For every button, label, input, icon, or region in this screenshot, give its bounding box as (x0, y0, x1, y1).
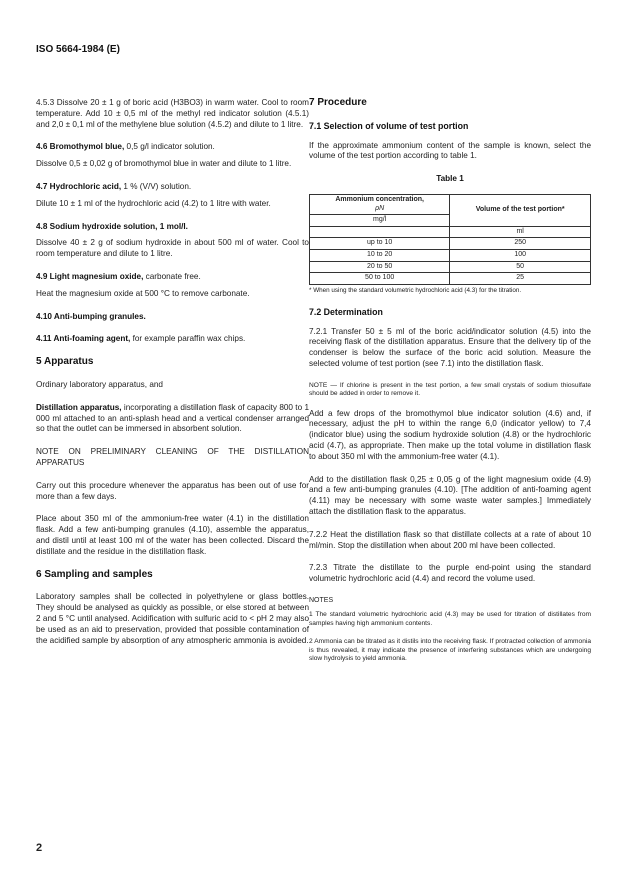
para-7-2-2: 7.2.2 Heat the distillation flask so that distillate collects at a rate of about 10 ml/min. Stop the distillation when about 200 ml have been collected. (309, 529, 591, 550)
col-vol-unit: ml (450, 226, 591, 238)
para-4-8: Dissolve 40 ± 2 g of sodium hydroxide in about 500 ml of water. Cool to room temperature and dilute to 1 litre. (36, 238, 309, 259)
col-conc-header: Ammonium concentration, ρN (310, 194, 450, 214)
heading-4-6: 4.6 Bromothymol blue, 0,5 g/l indicator solution. (36, 142, 215, 152)
note-7-2-1: NOTE — If chlorine is present in the test portion, a few small crystals of sodium thiosulfate should be added in order to remove it. (309, 381, 591, 398)
heading-4-9: 4.9 Light magnesium oxide, carbonate free. (36, 271, 201, 281)
col-vol-header: Volume of the test portion* (450, 194, 591, 226)
para-7-2-1-b: Add a few drops of the bromothymol blue indicator solution (4.6) and, if necessary, adjust the pH to within the range 6,0 (indicator yellow) to 7,4 (indicator blue) using the sodium hydroxide solution (4.8) or the hydrochloric acid (4.7), as appropriate. Then make up the total volume in distillation flask to about 350 ml with the ammonium-free water (4.1). (309, 408, 591, 461)
heading-7-1: 7.1 Selection of volume of test portion (309, 120, 469, 131)
para-4-5-3: 4.5.3 Dissolve 20 ± 1 g of boric acid (H3BO3) in warm water. Cool to room temperature. Add 10 ± 0,5 ml of the methyl red indicator solution (4.5.1) and 2,0 ± 0,1 ml of the methylene blue solution (4.5.2) and dilute to 1 litre. (36, 98, 309, 129)
table-cell: 20 to 50 (310, 261, 450, 273)
table-header-row (310, 194, 591, 214)
para-5-intro: Ordinary laboratory apparatus, and (36, 379, 163, 389)
page-header: ISO 5664-1984 (E) (36, 44, 120, 55)
table-row (310, 261, 591, 273)
section-5-title: 5 Apparatus (36, 356, 94, 368)
table-1 (309, 194, 591, 285)
note-1: 1 The standard volumetric hydrochloric acid (4.3) may be used for titration of distillates from samples having high ammonium contents. (309, 611, 591, 627)
table-title: Table 1 (436, 174, 464, 184)
table-row (310, 273, 591, 285)
heading-4-7: 4.7 Hydrochloric acid, 1 % (V/V) solution. (36, 181, 192, 191)
note-2: 2 Ammonia can be titrated as it distils into the receiving flask. If protracted collection of ammonia is thus revealed, it may indicate the presence of interfering substances which are undergoing slow hydrolysis to yield ammonia. (309, 638, 591, 662)
para-4-9: Heat the magnesium oxide at 500 °C to remove carbonate. (36, 288, 250, 298)
note-5-title: NOTE ON PRELIMINARY CLEANING OF THE DISTILLATION APPARATUS (36, 447, 309, 467)
para-7-2-1-c: Add to the distillation flask 0,25 ± 0,05 g of the light magnesium oxide (4.9) and a few anti-bumping granules (4.10). [The addition of anti-foaming agent (4.11) may be necessary with some waste water samples.] Immediately attach the distillation flask to the apparatus. (309, 474, 591, 516)
para-6: Laboratory samples shall be collected in polyethylene or glass bottles. They should be analysed as quickly as possible, or else stored at between 2 and 5 °C until analysed. Acidification with sulfuric acid to < pH 2 may also be used as an aid to preservation, provided that possible contamination of the acidified sample by absorption of any atmospheric ammonia is avoided. (36, 592, 309, 645)
heading-4-10: 4.10 Anti-bumping granules. (36, 311, 146, 321)
section-7-title: 7 Procedure (309, 97, 367, 108)
heading-4-8: 4.8 Sodium hydroxide solution, 1 mol/l. (36, 221, 188, 231)
table-row (310, 226, 591, 238)
para-7-2-1: 7.2.1 Transfer 50 ± 5 ml of the boric acid/indicator solution (4.5) into the receiving flask of the distillation apparatus. Ensure that the delivery tip of the condenser is below the surface of the boric acid solution. Measure the selected volume of test portion (see 7.1) into the distillation flask. (309, 326, 591, 368)
heading-7-2: 7.2 Determination (309, 306, 383, 317)
para-5-cleaning: Place about 350 ml of the ammonium-free water (4.1) in the distillation flask. Add a few anti-bumping granules (4.10), assemble the apparatus, and distil until at least 100 ml of the water has been collected. Discard the distillate and the residue in the distillation flask. (36, 514, 309, 556)
para-5-apparatus: Distillation apparatus, incorporating a distillation flask of capacity 800 to 1 000 ml attached to an anti-splash head and a vertical condenser arranged so that the outlet can be immersed in absorbent solution. (36, 402, 309, 434)
table-cell: 250 (450, 238, 591, 250)
heading-4-11: 4.11 Anti-foaming agent, for example paraffin wax chips. (36, 334, 246, 344)
table-cell: up to 10 (310, 238, 450, 250)
para-5-procedure: Carry out this procedure whenever the apparatus has been out of use for more than a few days. (36, 480, 309, 501)
table-cell: 50 (450, 261, 591, 273)
table-footnote: * When using the standard volumetric hydrochloric acid (4.3) for the titration. (309, 286, 522, 294)
para-4-7: Dilute 10 ± 1 ml of the hydrochloric acid (4.2) to 1 litre with water. (36, 198, 271, 208)
notes-heading: NOTES (309, 596, 334, 604)
right-column (309, 98, 591, 673)
col-conc-unit: mg/l (310, 215, 450, 227)
para-7-2-3: 7.2.3 Titrate the distillate to the purple end-point using the standard volumetric hydrochloric acid (4.4) and record the volume used. (309, 563, 591, 584)
section-6-title: 6 Sampling and samples (36, 568, 153, 580)
table-cell: 10 to 20 (310, 249, 450, 261)
table-cell: 25 (450, 273, 591, 285)
col-conc-unit-blank (310, 226, 450, 238)
page-number: 2 (36, 842, 43, 854)
para-4-6: Dissolve 0,5 ± 0,02 g of bromothymol blue in water and dilute to 1 litre. (36, 159, 292, 169)
para-7-1: If the approximate ammonium content of the sample is known, select the volume of the test portion according to table 1. (309, 140, 591, 161)
table-row (310, 238, 591, 250)
table-cell: 50 to 100 (310, 273, 450, 285)
table-row (310, 249, 591, 261)
left-column (36, 98, 309, 658)
table-cell: 100 (450, 249, 591, 261)
